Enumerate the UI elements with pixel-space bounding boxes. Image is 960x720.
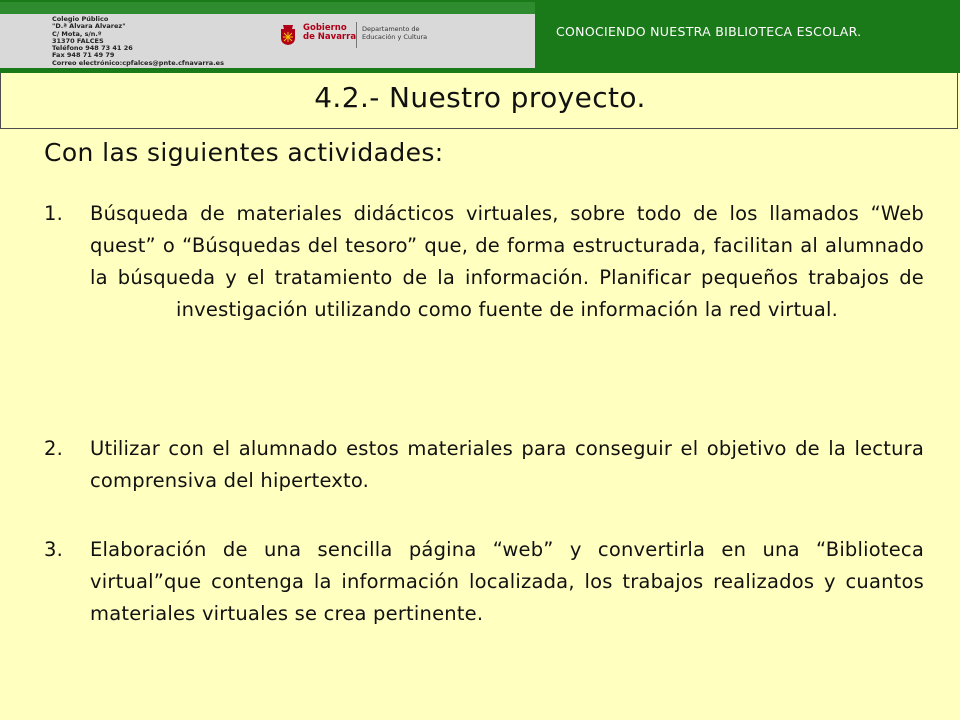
list-item-text: Búsqueda de materiales didácticos virtuales, sobre todo de los llamados “Web quest” o “Búsquedas del tesoro” que, de forma estructurada, facilitan al alumnado la búsqueda y el tratamiento de la información. Planificar pequeños trabajos de investigación utilizando como fuente de información la red virtual. (90, 202, 924, 321)
school-line: Teléfono 948 73 41 26 (52, 44, 133, 53)
school-line: C/ Mota, s/n.º (52, 29, 102, 38)
department-line: Departamento de (362, 25, 420, 33)
school-line: Correo electrónico:cpfalces@pnte.cfnavarra.es (52, 58, 224, 67)
slide-subtitle: Con las siguientes actividades: (44, 138, 444, 167)
government-name (303, 24, 356, 42)
topic-label: CONOCIENDO NUESTRA BIBLIOTECA ESCOLAR. (556, 24, 862, 39)
list-item-text: Utilizar con el alumnado estos materiales para conseguir el objetivo de la lectura comprensiva del hipertexto. (90, 437, 924, 492)
list-item (44, 198, 924, 326)
list-item-number: 3. (44, 538, 64, 561)
list-item-number: 1. (44, 202, 64, 225)
school-line: "D.ª Alvara Alvarez" (52, 22, 126, 31)
letterhead-divider (356, 22, 357, 48)
letterhead-top-stripe (0, 2, 535, 14)
list-item-text: Elaboración de una sencilla página “web” y convertirla en una “Biblioteca virtual”que contenga la información localizada, los trabajos realizados y cuantos materiales virtuales se crea pertinente. (90, 538, 924, 625)
list-item-number: 2. (44, 437, 64, 460)
letterhead-image (0, 2, 535, 68)
topic-banner (540, 0, 960, 73)
list-item (44, 534, 924, 630)
government-line: Gobierno (303, 23, 347, 33)
navarra-coat-of-arms-icon (278, 24, 298, 46)
slide-title: 4.2.- Nuestro proyecto. (314, 81, 646, 114)
list-item (44, 433, 924, 497)
school-line: Fax 948 71 49 79 (52, 51, 115, 60)
government-line: de Navarra (303, 32, 357, 42)
school-line: 31370 FALCES (52, 36, 104, 45)
department-line: Educación y Cultura (362, 32, 428, 41)
school-address (52, 16, 224, 67)
school-line: Colegio Público (52, 15, 109, 23)
department-name (362, 26, 427, 41)
